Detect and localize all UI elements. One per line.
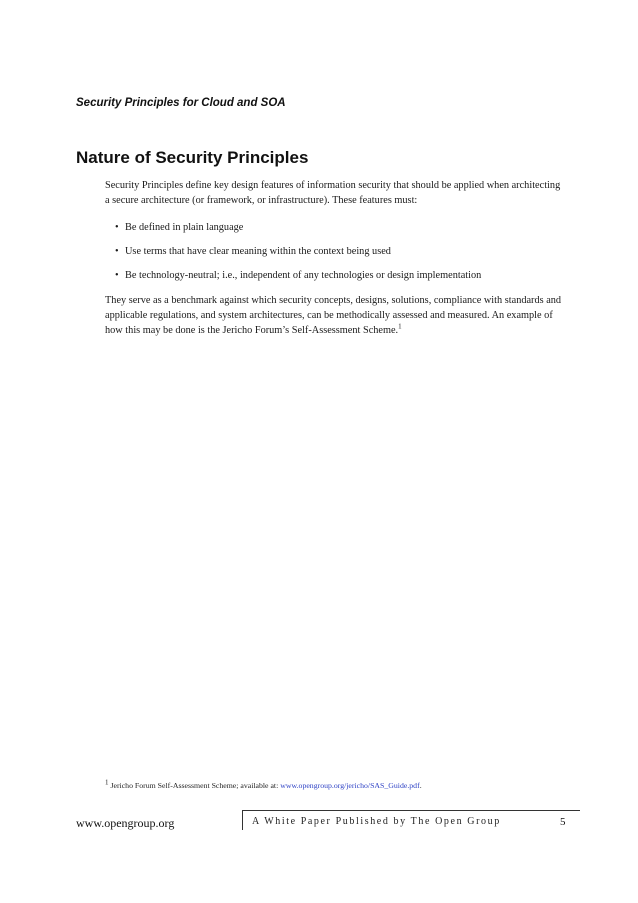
benchmark-paragraph-text: They serve as a benchmark against which security concepts, designs, solutions, compliance with standards and applicable regulations, and system architectures, can be methodically assessed and measured. An example of how this may be done is the Jericho Forum’s Self-Assessment Scheme. <box>105 295 562 336</box>
footnote-marker: 1 <box>105 778 109 787</box>
list-item-text: Use terms that have clear meaning within the context being used <box>125 246 391 257</box>
footnote-trailing: . <box>419 781 422 790</box>
footnote-text: Jericho Forum Self-Assessment Scheme; available at: <box>110 781 281 790</box>
list-item <box>105 244 565 259</box>
page-number: 5 <box>560 816 566 828</box>
section-heading: Nature of Security Principles <box>76 148 309 167</box>
intro-paragraph: Security Principles define key design features of information security that should be applied when architecting a secure architecture (or framework, or infrastructure). These features must: <box>105 180 561 206</box>
footer-url: www.opengroup.org <box>76 816 175 830</box>
bullet-icon: • <box>115 270 119 281</box>
bullet-icon: • <box>115 246 119 257</box>
list-item-text: Be technology-neutral; i.e., independent of any technologies or design implementation <box>125 270 482 281</box>
benchmark-paragraph <box>105 293 565 338</box>
list-item <box>105 268 565 283</box>
footer-divider-vertical <box>242 810 243 830</box>
list-item-text: Be defined in plain language <box>125 222 244 233</box>
footer-publisher: A White Paper Published by The Open Group <box>252 816 501 827</box>
footnote <box>105 778 585 790</box>
running-header: Security Principles for Cloud and SOA <box>76 97 286 109</box>
footnote-reference[interactable]: 1 <box>398 322 402 331</box>
section-body <box>105 178 565 338</box>
list-item <box>105 220 565 235</box>
footnote-link[interactable]: www.opengroup.org/jericho/SAS_Guide.pdf <box>280 781 420 790</box>
footer-divider <box>242 810 580 811</box>
feature-list <box>105 220 565 283</box>
bullet-icon: • <box>115 222 119 233</box>
